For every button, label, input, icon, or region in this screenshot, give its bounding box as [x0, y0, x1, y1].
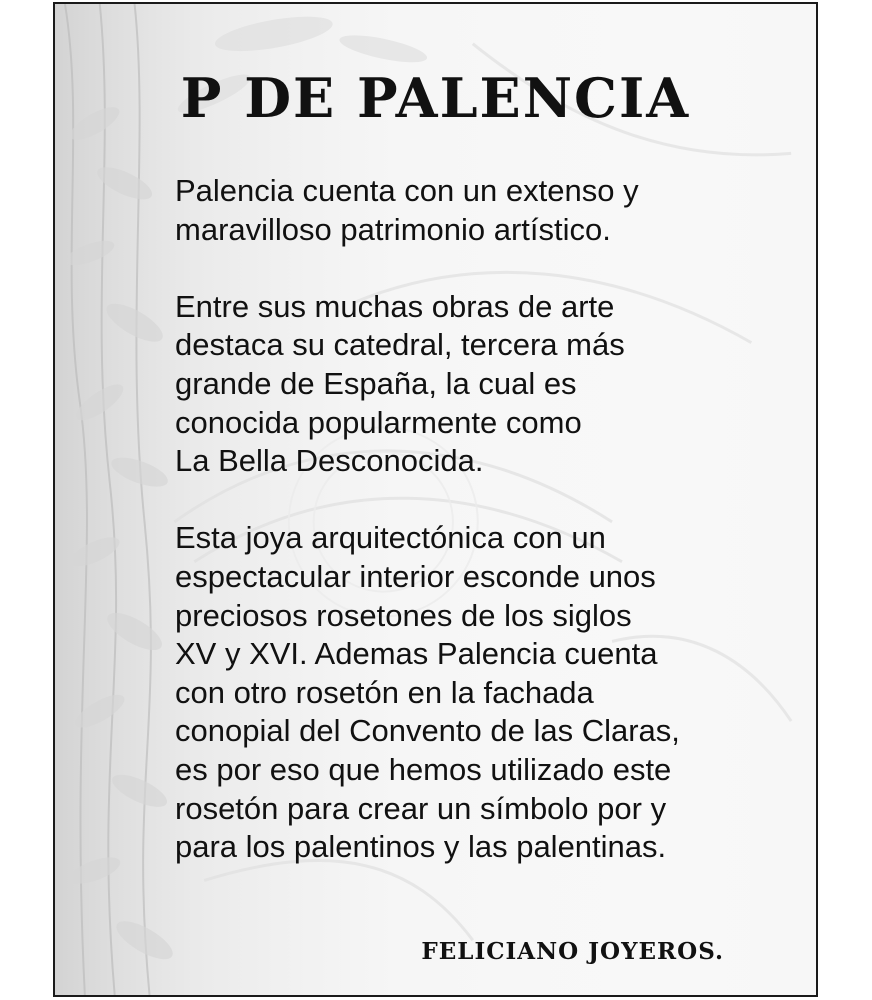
document-title: P DE PALENCIA [180, 66, 691, 130]
paragraph-1: Palencia cuenta con un extenso y maravilloso patrimonio artístico. [175, 173, 639, 247]
paragraph-2: Entre sus muchas obras de arte destaca su catedral, tercera más grande de España, la cual es conocida popularmente como La Bella Desconocida. [175, 288, 625, 479]
document-body [175, 172, 795, 905]
paragraph-3: Esta joya arquitectónica con un espectacular interior esconde unos preciosos rosetones de los siglos XV y XVI. Ademas Palencia cuenta con otro rosetón en la fachada conopial del Convento de las Claras, es por eso que hemos utilizado este rosetón para crear un símbolo por y para los palentinos y las palentinas. [175, 520, 680, 865]
signature: FELICIANO JOYEROS. [421, 938, 724, 965]
document-frame [53, 2, 818, 997]
